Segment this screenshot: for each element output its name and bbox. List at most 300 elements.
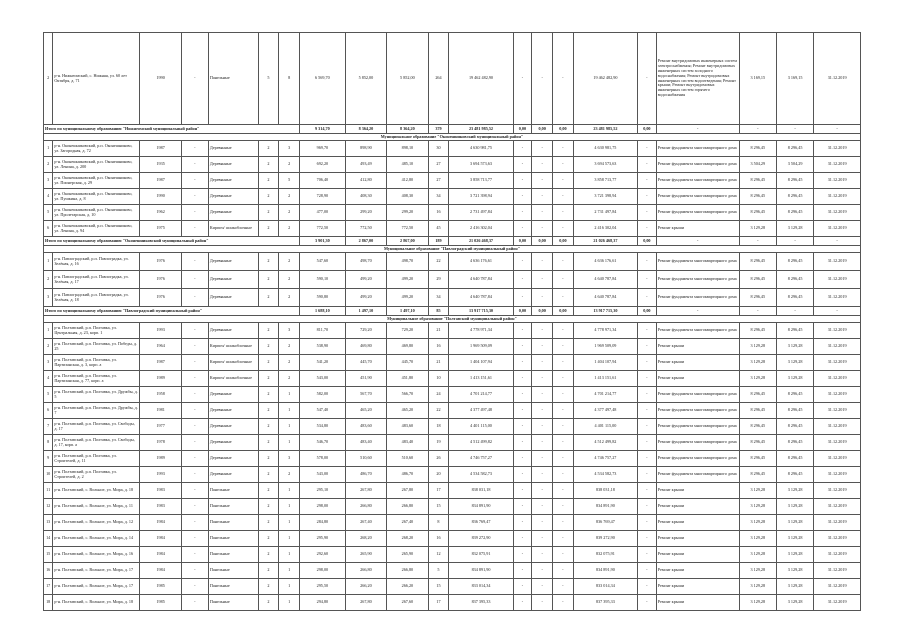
cell-year: 1975	[140, 221, 181, 237]
cell-other3: -	[638, 579, 657, 595]
cell-dash: -	[181, 253, 208, 271]
cell-floors: 2	[258, 531, 279, 547]
cell-area-a: 510,60	[345, 451, 386, 467]
cell-address: р-н. Павлоградский, р.п. Павлоградка, ул. Зелёная, д. 17	[53, 271, 140, 289]
cell-fund: -	[513, 221, 532, 237]
cell-date: 31.12.2019	[814, 595, 861, 611]
summary-fund: 0,00	[513, 237, 532, 246]
section-header-row	[44, 246, 861, 253]
cell-area-a: 267,80	[345, 595, 386, 611]
summary-label: Итого по муниципальному образованию "Павлоградский муниципальный район"	[44, 307, 300, 316]
cell-works: Ремонт фундамента многоквартирного дома	[656, 419, 739, 435]
cell-no: 3	[44, 289, 53, 307]
cell-owners: 4 401 115,00	[573, 419, 637, 435]
cell-area-total: 547,40	[300, 403, 346, 419]
cell-other2: -	[553, 579, 574, 595]
cell-date: 31.12.2019	[814, 435, 861, 451]
cell-works: Ремонт крыши	[656, 531, 739, 547]
table-row	[44, 515, 861, 531]
cell-entrances: 1	[279, 563, 300, 579]
cell-floors: 2	[258, 253, 279, 271]
cell-floors: 2	[258, 483, 279, 499]
table-row	[44, 387, 861, 403]
cell-area-total: 811,70	[300, 323, 346, 339]
cell-floors: 2	[258, 499, 279, 515]
cell-works: Ремонт крыши	[656, 515, 739, 531]
cell-area-total: 578,00	[300, 451, 346, 467]
table-row	[44, 173, 861, 189]
cell-other1: -	[532, 435, 553, 451]
cell-dash: -	[181, 289, 208, 307]
cell-other1: -	[532, 323, 553, 339]
cell-year: 1985	[140, 579, 181, 595]
cell-entrances: 2	[279, 355, 300, 371]
cell-address: р-н. Оконешниковский, р.п. Оконешниково, ул. Пионерская, д. 29	[53, 173, 140, 189]
cell-works: Ремонт крыши	[656, 579, 739, 595]
summary-other2: 0,00	[553, 125, 574, 134]
cell-floors: 2	[258, 323, 279, 339]
cell-dash: -	[181, 355, 208, 371]
cell-works: Ремонт крыши	[656, 483, 739, 499]
cell-owners: 4 701 214,77	[573, 387, 637, 403]
cell-area-total: 284,80	[300, 515, 346, 531]
cell-date: 31.12.2019	[814, 157, 861, 173]
summary-area-b: 1 497,10	[387, 307, 428, 316]
cell-date: 31.12.2019	[814, 189, 861, 205]
summary-works: -	[656, 307, 739, 316]
summary-area-a: 8 364,20	[345, 125, 386, 134]
cell-floors: 2	[258, 221, 279, 237]
cell-other1: -	[532, 141, 553, 157]
cell-entrances: 2	[279, 221, 300, 237]
cell-price1: 3 129,28	[739, 371, 776, 387]
cell-owners: 4 640 787,84	[573, 289, 637, 307]
cell-cost-total: 4 512 499,82	[449, 435, 513, 451]
cell-owners: 833 014,34	[573, 579, 637, 595]
summary-area-b: 8 364,20	[387, 125, 428, 134]
cell-owners: 19 462 482,90	[573, 33, 637, 125]
cell-other1: -	[532, 189, 553, 205]
cell-other3: -	[638, 141, 657, 157]
cell-price1: 3 129,28	[739, 499, 776, 515]
cell-other2: -	[553, 595, 574, 611]
cell-owners: 834 891,90	[573, 563, 637, 579]
cell-works: Ремонт фундамента многоквартирного дома	[656, 323, 739, 339]
cell-other2: -	[553, 189, 574, 205]
table-row	[44, 499, 861, 515]
cell-address: р-н. Полтавский, р.п. Полтавка, ул. Дружбы, д. 5	[53, 387, 140, 403]
cell-residents: 34	[428, 289, 449, 307]
cell-area-a: 499,20	[345, 289, 386, 307]
cell-entrances: 1	[279, 579, 300, 595]
cell-year: 1983	[140, 483, 181, 499]
cell-owners: 1 404 107,94	[573, 355, 637, 371]
cell-cost-total: 837 395,33	[449, 595, 513, 611]
cell-other1: -	[532, 499, 553, 515]
cell-cost-total: 4 630 981,75	[449, 141, 513, 157]
cell-address: р-н. Полтавский, с. Вольное, ул. Мира, д. 17	[53, 563, 140, 579]
cell-other1: -	[532, 157, 553, 173]
cell-material: Панельные	[208, 33, 258, 125]
cell-price1: 3 504,29	[739, 157, 776, 173]
cell-fund: -	[513, 339, 532, 355]
summary-row	[44, 307, 861, 316]
cell-residents: 15	[428, 499, 449, 515]
cell-no: 6	[44, 403, 53, 419]
cell-residents: 15	[428, 579, 449, 595]
cell-other1: -	[532, 205, 553, 221]
cell-area-a: 5 852,00	[345, 33, 386, 125]
cell-owners: 4 640 787,84	[573, 271, 637, 289]
cell-other3: -	[638, 221, 657, 237]
cell-entrances: 1	[279, 435, 300, 451]
cell-area-b: 729,20	[387, 323, 428, 339]
cell-date: 31.12.2019	[814, 221, 861, 237]
cell-other1: -	[532, 483, 553, 499]
cell-works: Ремонт крыши	[656, 221, 739, 237]
cell-price2: 3 129,28	[776, 499, 813, 515]
cell-other3: -	[638, 289, 657, 307]
cell-material: Панельные	[208, 563, 258, 579]
cell-price1: 3 129,28	[739, 221, 776, 237]
cell-residents: 26	[428, 451, 449, 467]
cell-material: Деревянные	[208, 271, 258, 289]
cell-area-total: 541,20	[300, 355, 346, 371]
cell-area-a: 266,80	[345, 499, 386, 515]
cell-fund: -	[513, 467, 532, 483]
cell-works: Ремонт фундамента многоквартирного дома	[656, 289, 739, 307]
cell-works: Ремонт фундамента многоквартирного дома	[656, 141, 739, 157]
cell-entrances: 2	[279, 205, 300, 221]
table-row	[44, 289, 861, 307]
cell-no: 8	[44, 435, 53, 451]
summary-other2: 0,00	[553, 307, 574, 316]
table-row	[44, 451, 861, 467]
cell-dash: -	[181, 157, 208, 173]
cell-works: Ремонт крыши	[656, 339, 739, 355]
cell-no: 1	[44, 141, 53, 157]
cell-address: р-н. Полтавский, с. Вольное, ул. Мира, д. 17	[53, 579, 140, 595]
cell-area-a: 486,70	[345, 467, 386, 483]
cell-price2: 3 504,29	[776, 157, 813, 173]
cell-floors: 2	[258, 141, 279, 157]
cell-price2: 3 169,15	[776, 33, 813, 125]
cell-cost-total: 834 891,90	[449, 563, 513, 579]
cell-area-total: 582,00	[300, 387, 346, 403]
cell-area-b: 465,20	[387, 403, 428, 419]
cell-residents: 29	[428, 271, 449, 289]
cell-price1: 3 169,15	[739, 33, 776, 125]
cell-residents: 21	[428, 323, 449, 339]
cell-dash: -	[181, 221, 208, 237]
cell-works: Ремонт фундамента многоквартирного дома	[656, 403, 739, 419]
cell-year: 1987	[140, 355, 181, 371]
cell-other3: -	[638, 157, 657, 173]
cell-area-total: 292,60	[300, 547, 346, 563]
cell-area-b: 499,20	[387, 271, 428, 289]
cell-works: Ремонт фундамента многоквартирного дома	[656, 173, 739, 189]
cell-date: 31.12.2019	[814, 371, 861, 387]
cell-owners: 3 694 573,63	[573, 157, 637, 173]
cell-price2: 8 296,45	[776, 189, 813, 205]
cell-residents: 16	[428, 205, 449, 221]
cell-price2: 3 129,28	[776, 515, 813, 531]
cell-residents: 17	[428, 595, 449, 611]
cell-cost-total: 4 640 787,84	[449, 271, 513, 289]
cell-area-a: 267,80	[345, 483, 386, 499]
summary-row	[44, 237, 861, 246]
cell-material: Деревянные	[208, 189, 258, 205]
cell-other3: -	[638, 271, 657, 289]
cell-residents: 17	[428, 483, 449, 499]
cell-area-a: 493,49	[345, 157, 386, 173]
cell-residents: 27	[428, 157, 449, 173]
cell-fund: -	[513, 289, 532, 307]
cell-other1: -	[532, 33, 553, 125]
cell-material: Деревянные	[208, 253, 258, 271]
cell-address: р-н. Полтавский, р.п. Полтавка, ул. Дружбы, д. 7	[53, 403, 140, 419]
cell-address: р-н. Полтавский, р.п. Полтавка, ул. Строителей, д. 11	[53, 451, 140, 467]
cell-residents: 12	[428, 547, 449, 563]
cell-area-a: 445,70	[345, 355, 386, 371]
cell-owners: 836 769,47	[573, 515, 637, 531]
cell-area-b: 265,90	[387, 547, 428, 563]
cell-dash: -	[181, 595, 208, 611]
cell-other1: -	[532, 579, 553, 595]
cell-area-a: 772,50	[345, 221, 386, 237]
cell-no: 2	[44, 339, 53, 355]
cell-owners: 1 969 509,09	[573, 339, 637, 355]
cell-residents: 18	[428, 419, 449, 435]
cell-date: 31.12.2019	[814, 355, 861, 371]
cell-entrances: 2	[279, 253, 300, 271]
cell-other3: -	[638, 483, 657, 499]
cell-owners: 4 534 582,73	[573, 467, 637, 483]
cell-other3: -	[638, 419, 657, 435]
cell-dash: -	[181, 515, 208, 531]
cell-year: 1993	[140, 323, 181, 339]
cell-floors: 2	[258, 387, 279, 403]
repair-program-table	[43, 32, 861, 611]
cell-other2: -	[553, 467, 574, 483]
summary-other1: 0,00	[532, 237, 553, 246]
summary-area-a: 1 497,10	[345, 307, 386, 316]
cell-area-b: 510,60	[387, 451, 428, 467]
cell-entrances: 1	[279, 547, 300, 563]
cell-area-a: 267,40	[345, 515, 386, 531]
register-sheet	[43, 32, 861, 611]
cell-date: 31.12.2019	[814, 451, 861, 467]
cell-other2: -	[553, 483, 574, 499]
section-header-row	[44, 134, 861, 141]
cell-works: Ремонт фундамента многоквартирного дома	[656, 435, 739, 451]
section-title: Муниципальное образование "Павлоградский муниципальный район"	[44, 246, 861, 253]
cell-other3: -	[638, 515, 657, 531]
cell-material: Кирпич/ шлакоблочные	[208, 371, 258, 387]
cell-date: 31.12.2019	[814, 205, 861, 221]
cell-floors: 2	[258, 563, 279, 579]
cell-other1: -	[532, 339, 553, 355]
cell-area-b: 445,70	[387, 355, 428, 371]
cell-area-b: 267,80	[387, 483, 428, 499]
cell-other1: -	[532, 371, 553, 387]
table-row	[44, 403, 861, 419]
cell-area-total: 295,50	[300, 579, 346, 595]
cell-year: 1981	[140, 403, 181, 419]
cell-dash: -	[181, 387, 208, 403]
cell-owners: 837 395,33	[573, 595, 637, 611]
cell-price2: 3 129,28	[776, 563, 813, 579]
table-row	[44, 579, 861, 595]
cell-address: р-н. Павлоградский, р.п. Павлоградка, ул. Зелёная, д. 18	[53, 289, 140, 307]
cell-area-b: 451,80	[387, 371, 428, 387]
cell-price1: 3 129,28	[739, 595, 776, 611]
cell-floors: 2	[258, 419, 279, 435]
cell-other2: -	[553, 419, 574, 435]
cell-no: 3	[44, 173, 53, 189]
cell-dash: -	[181, 323, 208, 339]
cell-cost-total: 2 731 497,84	[449, 205, 513, 221]
cell-date: 31.12.2019	[814, 579, 861, 595]
cell-cost-total: 4 401 115,00	[449, 419, 513, 435]
cell-area-total: 547,60	[300, 253, 346, 271]
cell-dash: -	[181, 141, 208, 157]
cell-entrances: 1	[279, 531, 300, 547]
cell-other3: -	[638, 355, 657, 371]
cell-address: р-н. Полтавский, с. Вольное, ул. Мира, д. 18	[53, 483, 140, 499]
cell-area-total: 538,90	[300, 339, 346, 355]
cell-no: 11	[44, 483, 53, 499]
cell-entrances: 2	[279, 271, 300, 289]
cell-year: 1984	[140, 531, 181, 547]
cell-dash: -	[181, 579, 208, 595]
cell-area-a: 483,60	[345, 419, 386, 435]
cell-price2: 8 296,45	[776, 451, 813, 467]
cell-entrances: 2	[279, 467, 300, 483]
table-row	[44, 323, 861, 339]
cell-date: 31.12.2019	[814, 483, 861, 499]
cell-no: 6	[44, 221, 53, 237]
cell-other2: -	[553, 157, 574, 173]
cell-dash: -	[181, 33, 208, 125]
cell-price1: 3 129,28	[739, 547, 776, 563]
table-row	[44, 467, 861, 483]
cell-cost-total: 4 640 787,84	[449, 289, 513, 307]
cell-fund: -	[513, 579, 532, 595]
cell-cost-total: 4 636 176,61	[449, 253, 513, 271]
cell-year: 1987	[140, 141, 181, 157]
cell-price1: 8 296,45	[739, 419, 776, 435]
cell-other1: -	[532, 355, 553, 371]
summary-owners: 21 026 468,37	[573, 237, 637, 246]
cell-works: Ремонт фундамента многоквартирного дома	[656, 157, 739, 173]
cell-fund: -	[513, 205, 532, 221]
cell-no: 16	[44, 563, 53, 579]
cell-price1: 8 296,45	[739, 323, 776, 339]
cell-area-total: 590,80	[300, 289, 346, 307]
cell-dash: -	[181, 271, 208, 289]
cell-area-total: 546,70	[300, 435, 346, 451]
cell-residents: 264	[428, 33, 449, 125]
cell-price1: 8 296,45	[739, 205, 776, 221]
cell-cost-total: 3 858 713,77	[449, 173, 513, 189]
cell-price2: 8 296,45	[776, 253, 813, 271]
cell-fund: -	[513, 451, 532, 467]
cell-price1: 8 296,45	[739, 271, 776, 289]
cell-year: 1984	[140, 547, 181, 563]
cell-price1: 8 296,45	[739, 451, 776, 467]
cell-other1: -	[532, 595, 553, 611]
cell-floors: 2	[258, 403, 279, 419]
cell-date: 31.12.2019	[814, 563, 861, 579]
cell-price1: 3 129,28	[739, 563, 776, 579]
cell-material: Панельные	[208, 579, 258, 595]
cell-no: 15	[44, 547, 53, 563]
cell-area-a: 299,20	[345, 205, 386, 221]
cell-area-total: 6 569,70	[300, 33, 346, 125]
cell-other1: -	[532, 467, 553, 483]
summary-owners: 13 917 715,30	[573, 307, 637, 316]
summary-other3: 0,00	[638, 307, 657, 316]
cell-year: 1964	[140, 339, 181, 355]
cell-works: Ремонт крыши	[656, 499, 739, 515]
cell-address: р-н. Полтавский, с. Вольное, ул. Мира, д. 18	[53, 595, 140, 611]
cell-entrances: 1	[279, 595, 300, 611]
cell-floors: 2	[258, 515, 279, 531]
cell-area-total: 294,80	[300, 595, 346, 611]
cell-fund: -	[513, 189, 532, 205]
cell-material: Панельные	[208, 595, 258, 611]
cell-cost-total: 19 462 482,90	[449, 33, 513, 125]
cell-price1: 8 296,45	[739, 189, 776, 205]
summary-works: -	[656, 125, 739, 134]
cell-material: Панельные	[208, 515, 258, 531]
cell-other2: -	[553, 173, 574, 189]
summary-works: -	[656, 237, 739, 246]
cell-other3: -	[638, 547, 657, 563]
cell-other2: -	[553, 271, 574, 289]
cell-price1: 3 129,28	[739, 579, 776, 595]
cell-year: 1976	[140, 253, 181, 271]
cell-year: 1962	[140, 205, 181, 221]
cell-dash: -	[181, 499, 208, 515]
cell-cost-total: 4 377 497,48	[449, 403, 513, 419]
cell-other2: -	[553, 141, 574, 157]
cell-no: 12	[44, 499, 53, 515]
cell-other3: -	[638, 467, 657, 483]
cell-area-a: 266,80	[345, 563, 386, 579]
cell-other2: -	[553, 563, 574, 579]
cell-year: 1977	[140, 419, 181, 435]
cell-other3: -	[638, 253, 657, 271]
cell-price1: 3 129,28	[739, 531, 776, 547]
cell-material: Деревянные	[208, 323, 258, 339]
cell-floors: 2	[258, 355, 279, 371]
cell-area-a: 408,30	[345, 189, 386, 205]
cell-cost-total: 839 272,90	[449, 531, 513, 547]
cell-fund: -	[513, 435, 532, 451]
cell-material: Кирпич/ шлакоблочные	[208, 221, 258, 237]
cell-price1: 8 296,45	[739, 387, 776, 403]
cell-other3: -	[638, 531, 657, 547]
table-row	[44, 157, 861, 173]
cell-no: 3	[44, 355, 53, 371]
cell-area-total: 692,20	[300, 157, 346, 173]
cell-floors: 2	[258, 451, 279, 467]
cell-other3: -	[638, 323, 657, 339]
cell-other2: -	[553, 253, 574, 271]
cell-owners: 834 891,90	[573, 499, 637, 515]
